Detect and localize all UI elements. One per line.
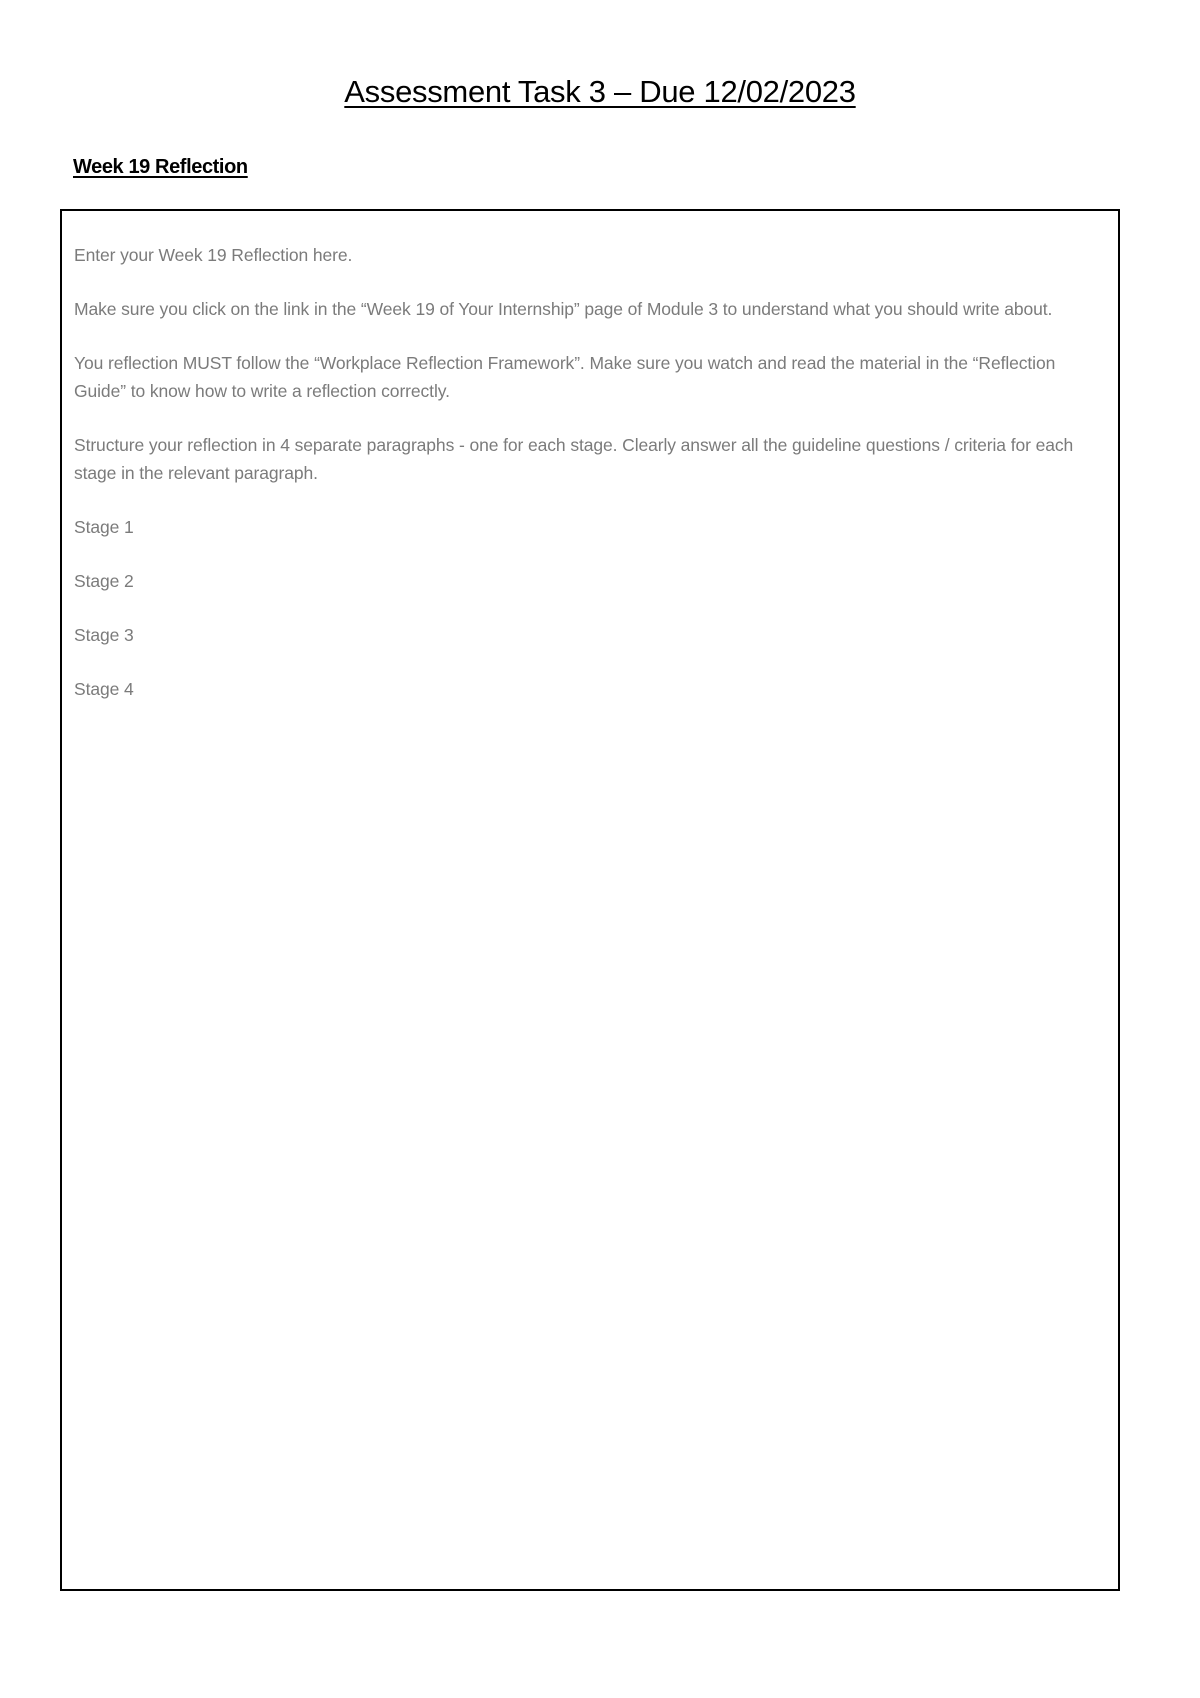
instruction-paragraph: You reflection MUST follow the “Workplace Reflection Framework”. Make sure you watch and read the material in the “Reflection Guide” to know how to write a reflection correctly.: [74, 353, 1056, 401]
instruction-paragraph: Structure your reflection in 4 separate paragraphs - one for each stage. Clearly answer all the guideline questions / criteria for each stage in the relevant paragraph.: [74, 435, 1074, 483]
stage-4-label: Stage 4: [74, 679, 134, 699]
instruction-paragraph: Enter your Week 19 Reflection here.: [74, 245, 353, 265]
stage-3-label: Stage 3: [74, 625, 134, 645]
section-heading: Week 19 Reflection: [73, 156, 248, 178]
page-title: Assessment Task 3 – Due 12/02/2023: [344, 74, 856, 109]
stage-1-label: Stage 1: [74, 517, 134, 537]
reflection-text-box[interactable]: [60, 209, 1120, 1591]
instruction-paragraph: Make sure you click on the link in the “Week 19 of Your Internship” page of Module 3 to understand what you should write about.: [74, 299, 1053, 319]
stage-2-label: Stage 2: [74, 571, 134, 591]
